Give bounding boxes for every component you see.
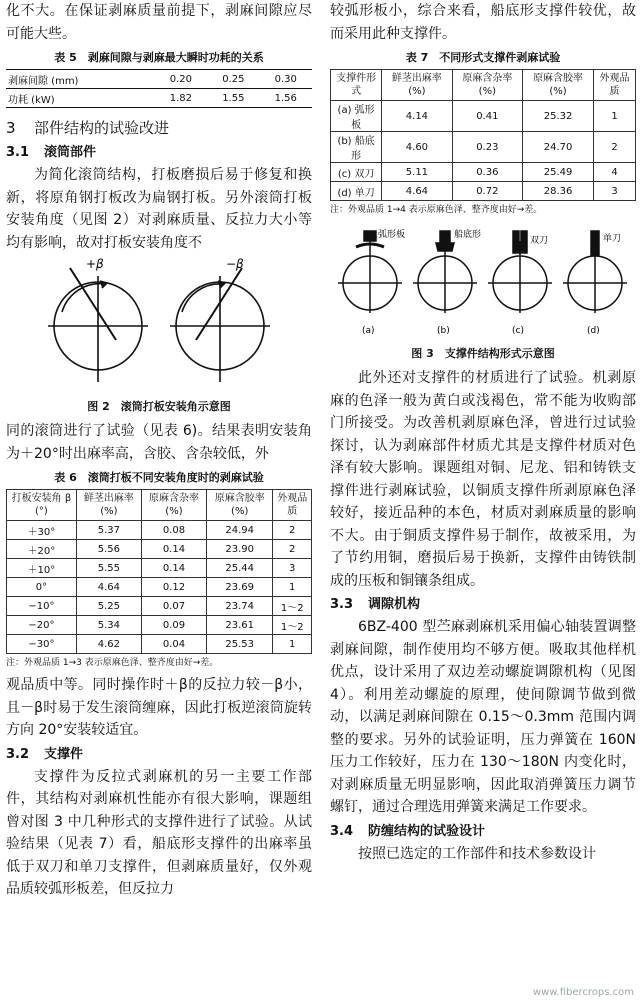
figure-3-label: 船底形 [454, 230, 482, 240]
table-cell: 25.44 [206, 559, 272, 578]
table-cell: 23.69 [206, 578, 272, 597]
table-cell: 5.55 [76, 559, 141, 578]
watermark: www.fibercrops.com [532, 987, 634, 998]
table-cell: 0.07 [141, 597, 206, 616]
table-row [6, 89, 312, 108]
section-3-3-paragraph: 6BZ-400 型苎麻剥麻机采用偏心轴装置调整剥麻间隙，制作使用均不够方便。吸取其他样机优点，设计采用了双边差动螺旋调隙机构（见图 4）。利用差动螺旋的原理，使间隙调节做到微动，以满足剥麻间隙在 0.15～0.3mm 范围内调整的要求。另外的试验证明，压力弹簧在 160N 压力工作较好，压力在 130～180N 内变化时，对剥麻质量无明显影响，因此取消弹簧压力调节螺钉，通过合理选用弹簧来满足工作要求。 [330, 619, 636, 815]
roller-right [170, 268, 270, 382]
section-3-2-paragraph: 支撑件为反拉式剥麻机的另一主要工作部件，其结构对剥麻机性能亦有很大影响，课题组曾对图 3 中几种形式的支撑件进行了试验。从试验结果（见表 7）看，船底形支撑件的出麻率虽低于双刀和单刀支撑件，但剥麻质量好，仅外观品质较弧形板差，但反拉力 [6, 768, 312, 897]
table-cell: −20° [7, 616, 77, 635]
table-cell: −10° [7, 597, 77, 616]
table-header: 鲜茎出麻率 (%) [382, 70, 452, 101]
table-cell: 5.37 [76, 521, 141, 540]
table-cell: 5.25 [76, 597, 141, 616]
table-cell: 24.70 [523, 132, 594, 163]
figure-3-sublabel: (d) [587, 326, 600, 336]
table6 [6, 489, 312, 654]
table-cell: 1 [273, 578, 312, 597]
table-cell: 0.72 [452, 182, 522, 201]
right-column [330, 0, 636, 1000]
paragraph-after-figure-2: 同的滚筒进行了试验（见表 6)。结果表明安装角为＋20°时出麻率高，含胶、含杂较低，外 [6, 423, 312, 462]
table-cell: 剥麻间隙 (mm) [6, 70, 155, 89]
table-cell: ＋10° [7, 559, 77, 578]
table-cell: 5.11 [382, 163, 452, 182]
table-cell: 4.60 [382, 132, 452, 163]
table-cell: (b) 船底形 [331, 132, 382, 163]
table-header: 外观品质 [594, 70, 636, 101]
table-cell: 1.82 [169, 92, 193, 104]
table-cell: 1.56 [274, 92, 297, 104]
table-row [7, 635, 312, 654]
materials-paragraph: 此外还对支撑件的材质进行了试验。机剥原麻的色泽一般为黄白或浅褐色，常不能为收购部门所接受。为改善机剥原麻色泽，曾进行过试验探讨，认为剥麻部件材质尤其是支撑件材质对色泽有较大影响。课题组对铜、尼龙、铝和铸铁支撑件进行剥麻试验，以铜质支撑件所剥原麻色泽较好，接近品种的本色，材质对剥麻质量的影响不大。由于铜质支撑件易于制作，故被采用，为了节约用铜，磨损后易于换新，支撑件由铸铁制成的压板和铜镶条组成。 [330, 370, 636, 589]
table-cell: 1～2 [273, 597, 312, 616]
table-cell: ＋30° [7, 521, 77, 540]
table-cell: 0.30 [260, 70, 312, 89]
figure-2-drawing [6, 254, 312, 392]
table-cell: 0.23 [452, 132, 522, 163]
table-row [331, 182, 636, 201]
table-cell: 23.61 [206, 616, 272, 635]
table7-caption: 表 7 不同形式支撑件剥麻试验 [405, 51, 561, 64]
section-3-1-heading: 3.1 滚筒部件 [6, 145, 97, 160]
table-row [7, 540, 312, 559]
table-cell: 0.12 [141, 578, 206, 597]
table-header: 原麻含杂率 (%) [452, 70, 522, 101]
table-cell: (a) 弧形板 [331, 101, 382, 132]
table-cell: 3 [594, 182, 636, 201]
left-column [6, 0, 312, 1000]
table7 [330, 69, 636, 201]
table-cell: ＋20° [7, 540, 77, 559]
table5 [6, 69, 312, 108]
roller-left [48, 268, 148, 382]
table-cell: 4.64 [382, 182, 452, 201]
table-header: 原麻含杂率 (%) [141, 490, 206, 521]
table-cell: 4.62 [76, 635, 141, 654]
figure-3-caption: 图 3 支撑件结构形式示意图 [411, 347, 555, 360]
figure-3-label: 弧形板 [378, 230, 406, 240]
table-cell: (c) 双刀 [331, 163, 382, 182]
table5-caption: 表 5 剥麻间隙与剥麻最大瞬时功耗的关系 [54, 51, 264, 64]
table-cell: 4.14 [382, 101, 452, 132]
table-cell: 2 [594, 132, 636, 163]
table-header: 外观品质 [273, 490, 312, 521]
table-header: 原麻含胶率 (%) [523, 70, 594, 101]
table-cell: 0.14 [141, 559, 206, 578]
table-cell: 1～2 [273, 616, 312, 635]
table6-note: 注：外观品质 1→3 表示原麻色泽、整齐度由好→差。 [6, 658, 219, 668]
table-cell: 2 [273, 540, 312, 559]
table7-note: 注：外观品质 1→4 表示原麻色泽、整齐度由好→差。 [330, 205, 543, 215]
table-cell: 0.20 [155, 70, 207, 89]
table-cell: 5.34 [76, 616, 141, 635]
table-cell: 25.53 [206, 635, 272, 654]
table-cell: 1.55 [222, 92, 245, 104]
table-header: 鲜茎出麻率 (%) [76, 490, 141, 521]
figure-3-label: 双刀 [530, 236, 549, 246]
table-header-row [331, 70, 636, 101]
table-row [331, 163, 636, 182]
table-cell: (d) 单刀 [331, 182, 382, 201]
table-cell: −30° [7, 635, 77, 654]
section-3-2-heading: 3.2 支撑件 [6, 746, 84, 762]
figure-3-drawing [330, 221, 636, 339]
table-cell: 2 [273, 521, 312, 540]
table-header-row [7, 490, 312, 521]
table-row [6, 70, 312, 89]
table-cell: 5.56 [76, 540, 141, 559]
table-row [331, 101, 636, 132]
section-3-4-heading: 3.4 防缠结构的试验设计 [330, 823, 486, 839]
support-arc-plate [338, 231, 402, 313]
table-header: 原麻含胶率 (%) [206, 490, 272, 521]
table-cell: 4 [594, 163, 636, 182]
paragraph-after-table-6: 观品质中等。同时操作时＋β的反拉力较－β小，且－β时易于发生滚筒缠麻，因此打板逆滚筒旋转方向 20°安装较适宜。 [6, 677, 312, 738]
table-row [7, 616, 312, 635]
section-3-1-paragraph: 为简化滚筒结构，打板磨损后易于修复和换新，将原角钢打板改为扁钢打板。另外滚筒打板安装角度（见图 2）对剥麻质量、反拉力大小等均有影响，故对打板安装角度不 [6, 167, 312, 251]
table-cell: 0.04 [141, 635, 206, 654]
table-row [7, 597, 312, 616]
table-cell: 0.08 [141, 521, 206, 540]
table-cell: 25.32 [523, 101, 594, 132]
table-cell: 23.74 [206, 597, 272, 616]
intro-paragraph: 化不大。在保证剥麻质量前提下，剥麻间隙应尽可能大些。 [6, 3, 312, 42]
table-header: 打板安装角 β (°) [7, 490, 77, 521]
table-row [331, 132, 636, 163]
table-cell: 25.49 [523, 163, 594, 182]
table-cell: 3 [273, 559, 312, 578]
table-row [7, 521, 312, 540]
section-3-4-paragraph: 按照已选定的工作部件和技术参数设计 [358, 845, 596, 862]
table-cell: 0° [7, 578, 77, 597]
figure-2-caption: 图 2 滚筒打板安装角示意图 [87, 400, 231, 413]
figure-3-label: 单刀 [603, 234, 622, 244]
figure-2-label-minus-beta: −β [226, 257, 244, 271]
support-boat-bottom [413, 231, 477, 313]
table-cell: 23.90 [206, 540, 272, 559]
table-cell: 24.94 [206, 521, 272, 540]
figure-3-sublabel: (b) [437, 326, 450, 336]
section-3-heading: 3 部件结构的试验改进 [6, 119, 170, 137]
table-row [7, 578, 312, 597]
figure-3-sublabel: (c) [512, 326, 524, 336]
table-row [7, 559, 312, 578]
table-cell: 功耗 (kW) [8, 94, 55, 106]
table-cell: 1 [273, 635, 312, 654]
table-cell: 0.36 [452, 163, 522, 182]
table-cell: 1 [594, 101, 636, 132]
table-header: 支撑件形式 [331, 70, 382, 101]
table-cell: 0.09 [141, 616, 206, 635]
figure-2-label-plus-beta: +β [86, 257, 104, 271]
section-3-3-heading: 3.3 调隙机构 [330, 597, 421, 612]
figure-3-sublabel: (a) [362, 326, 375, 336]
table-cell: 4.64 [76, 578, 141, 597]
table-cell: 0.25 [207, 70, 259, 89]
table-cell: 0.14 [141, 540, 206, 559]
table-cell: 0.41 [452, 101, 522, 132]
table-cell: 28.36 [523, 182, 594, 201]
table6-caption: 表 6 滚筒打板不同安装角度时的剥麻试验 [54, 471, 264, 484]
right-top-paragraph: 较弧形板小，综合来看，船底形支撑件较优，故而采用此种支撑件。 [330, 3, 636, 42]
